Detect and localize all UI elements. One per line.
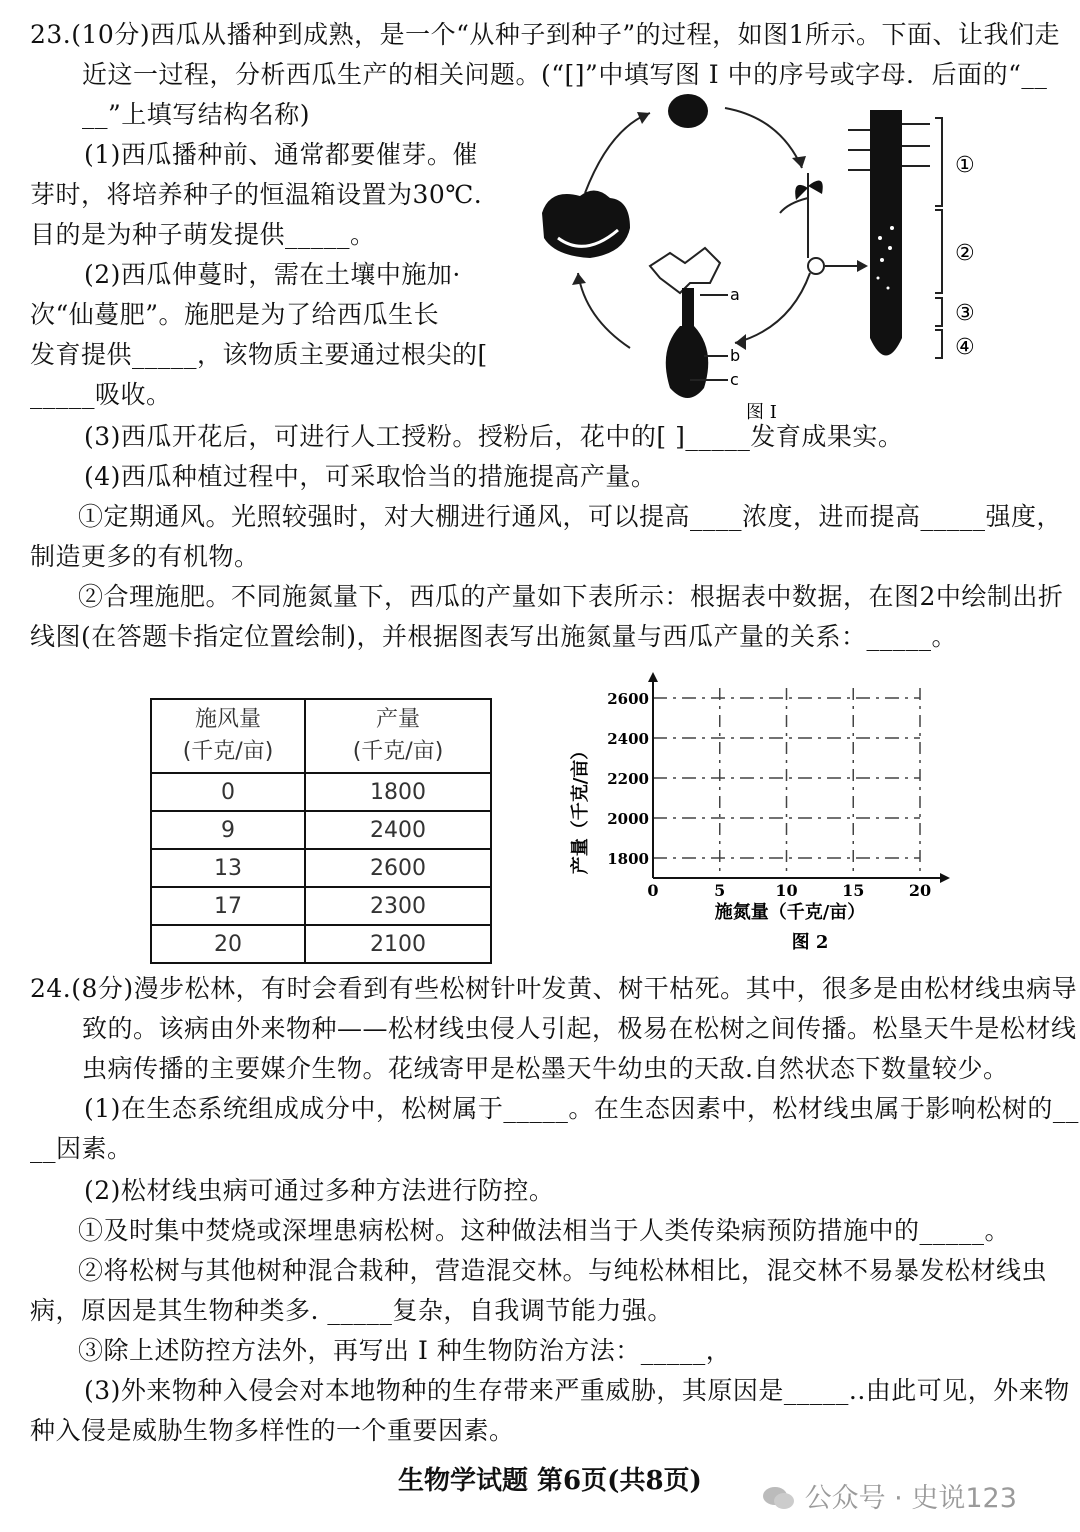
flower-petals	[650, 248, 720, 293]
q23-p4a-line2: 制造更多的有机物。	[30, 542, 260, 571]
table-row: 17 2300	[151, 887, 491, 925]
label-3: ③	[955, 301, 975, 326]
q23-p3: (3)西瓜开花后，可进行人工授粉。授粉后，花中的[ ]_____发育成果实。	[84, 422, 904, 451]
x-tick-label: 15	[842, 881, 865, 900]
q24-p3-line2: 种入侵是威胁生物多样性的一个重要因素。	[30, 1416, 515, 1445]
figure-1-watermark-lifecycle	[530, 88, 1000, 428]
q23-p1-line1: (1)西瓜播种前、通常都要催芽。催	[84, 140, 478, 169]
label-2: ②	[955, 241, 975, 266]
q23-p2-line2: 次“仙蔓肥”。施肥是为了给西瓜生长	[30, 300, 440, 329]
table-row: 9 2400	[151, 811, 491, 849]
q23-line2: 近这一过程，分析西瓜生产的相关问题。(“[]”中填写图 I 中的序号或字母．后面的“__	[82, 60, 1048, 89]
q24-line1: 24.(8分)漫步松林，有时会看到有些松树针叶发黄、树干枯死。其中，很多是由松材线虫病导	[30, 974, 1078, 1003]
q24-p2b-line1: ②将松树与其他树种混合栽种，营造混交林。与纯松林相比，混交林不易暴发松材线虫	[78, 1256, 1048, 1285]
q23-line3: __”上填写结构名称)	[82, 100, 311, 129]
y-tick-label: 2200	[607, 770, 649, 788]
q23-p4b-line2: 线图(在答题卡指定位置绘制)，并根据图表写出施氮量与西瓜产量的关系：_____。	[30, 622, 958, 651]
root-tip	[870, 110, 902, 356]
x-axis-label: 施氮量（千克/亩）	[714, 902, 866, 923]
q23-line1: 23.(10分)西瓜从播种到成熟，是一个“从种子到种子”的过程，如图1所示。下面、让我们走	[30, 20, 1061, 49]
x-tick-label: 0	[647, 881, 659, 900]
bracket-1	[935, 118, 942, 206]
label-4: ④	[955, 335, 975, 360]
arrow-fruit-to-seed	[585, 113, 650, 193]
nitrogen-yield-table	[150, 698, 492, 964]
table-row: 13 2600	[151, 849, 491, 887]
q23-p2-line1: (2)西瓜伸蔓时，需在土壤中施加·	[84, 260, 461, 289]
q23-p1-line3: 目的是为种子萌发提供_____。	[30, 220, 376, 249]
y-tick-label: 2600	[607, 690, 649, 708]
label-c: c	[730, 370, 739, 389]
y-axis-label: 产量（千克/亩）	[570, 741, 591, 875]
y-tick-label: 2400	[607, 730, 649, 748]
q24-p1-line2: __因素。	[30, 1134, 133, 1163]
watermark-text: 公众号 · 史说123	[804, 1483, 1017, 1514]
arrow-flower-to-fruit	[578, 273, 630, 348]
q23-p4b-line1: ②合理施肥。不同施氮量下，西瓜的产量如下表所示：根据表中数据，在图2中绘制出折	[78, 582, 1064, 611]
q23-p4a-line1: ①定期通风。光照较强时，对大棚进行通风，可以提高____浓度，进而提高_____强度，	[78, 502, 1063, 531]
x-tick-labels	[647, 881, 931, 900]
x-tick-label: 20	[908, 881, 932, 900]
figure-1-caption: 图 I	[746, 402, 777, 423]
q24-p1-line1: (1)在生态系统组成成分中，松树属于_____。在生态因素中，松材线虫属于影响松树的__	[84, 1094, 1079, 1123]
q24-p2: (2)松材线虫病可通过多种方法进行防控。	[84, 1176, 555, 1205]
watermelon-fruit	[542, 190, 630, 258]
y-tick-labels	[607, 690, 649, 868]
root-tip-circle	[808, 258, 824, 274]
table-row: 20 2100	[151, 925, 491, 963]
x-tick-label: 10	[775, 881, 798, 900]
q23-p1-line2: 芽时，将培养种子的恒温箱设置为30℃.	[30, 180, 483, 209]
seed-shape	[668, 94, 708, 128]
x-tick-label: 5	[714, 881, 726, 900]
figure-2-caption: 图 2	[791, 932, 829, 953]
q24-line3: 虫病传播的主要媒介生物。花绒寄甲是松墨天牛幼虫的天敌.自然状态下数量较少。	[82, 1054, 1009, 1083]
q23-p2-line4: _____吸收。	[30, 380, 172, 409]
watermark	[762, 1476, 1017, 1515]
table-header-yield: 产量 (千克/亩)	[305, 699, 491, 773]
q24-line2: 致的。该病由外来物种——松材线虫侵人引起，极易在松树之间传播。松垦天牛是松材线	[82, 1014, 1077, 1043]
q24-p2a: ①及时集中焚烧或深埋患病松树。这种做法相当于人类传染病预防措施中的_____。	[78, 1216, 1011, 1245]
label-b: b	[730, 346, 741, 365]
q24-p3-line1: (3)外来物种入侵会对本地物种的生存带来严重威胁，其原因是_____..由此可见，外来物	[84, 1376, 1070, 1405]
label-1: ①	[955, 153, 975, 178]
bracket-3	[935, 298, 942, 326]
label-a: a	[730, 285, 740, 304]
bracket-2	[935, 210, 942, 293]
q23-p4: (4)西瓜种植过程中，可采取恰当的措施提高产量。	[84, 462, 657, 491]
q24-p2b-line2: 病，原因是其生物种类多. _____复杂，自我调节能力强。	[30, 1296, 673, 1325]
wechat-icon	[762, 1485, 796, 1511]
bracket-4	[935, 330, 942, 358]
table-header-nitrogen: 施风量 (千克/亩)	[151, 699, 305, 773]
y-tick-label: 1800	[607, 850, 649, 868]
q24-p2c: ③除上述防控方法外，再写出 I 种生物防治方法：_____，	[78, 1336, 732, 1365]
q23-p2-line3: 发育提供_____，该物质主要通过根尖的[	[30, 340, 488, 369]
chart-grid	[653, 688, 920, 878]
page-footer: 生物学试题 第6页(共8页)	[398, 1466, 702, 1496]
table-row: 0 1800	[151, 773, 491, 811]
flower-ovary	[666, 326, 708, 398]
seedling-leaf-right	[808, 181, 823, 194]
y-tick-label: 2000	[607, 810, 649, 828]
figure-2-chart	[570, 668, 970, 960]
arrow-seed-to-seedling	[725, 108, 802, 168]
arrow-plant-to-flower	[735, 273, 810, 343]
